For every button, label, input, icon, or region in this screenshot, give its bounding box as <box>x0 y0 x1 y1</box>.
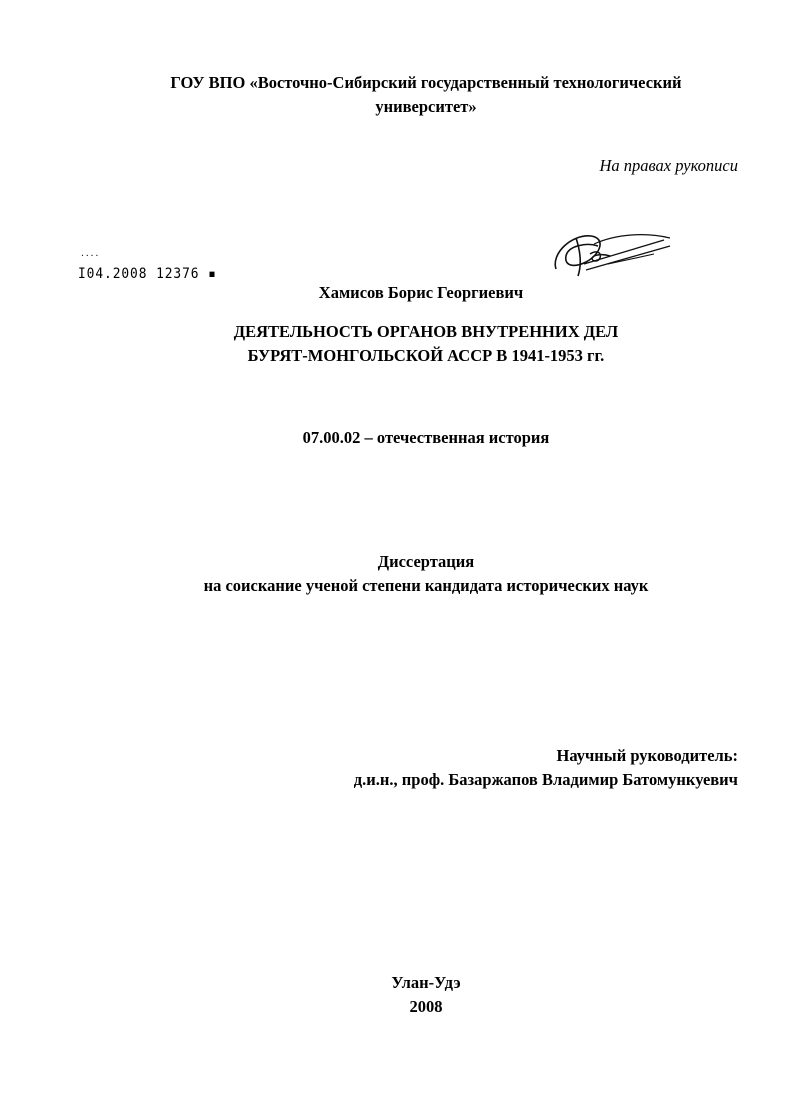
specialty-code: 07.00.02 – отечественная история <box>302 428 550 447</box>
institution-name-line1: ГОУ ВПО «Восточно-Сибирский государственный технологический <box>170 73 682 92</box>
author-signature-icon <box>546 224 676 284</box>
supervisor-name: д.и.н., проф. Базаржапов Владимир Батомункуевич <box>353 770 738 789</box>
archive-stamp-number <box>78 264 217 284</box>
degree-description: на соискание ученой степени кандидата исторических наук <box>203 576 649 595</box>
stamp-number: 04.2008 12376 <box>86 266 200 282</box>
document-type: Диссертация <box>377 552 475 571</box>
stamp-marks: ···· <box>80 251 100 260</box>
author-name: Хамисов Борис Георгиевич <box>318 283 524 302</box>
dissertation-title-line2: БУРЯТ-МОНГОЛЬСКОЙ АССР В 1941-1953 гг. <box>247 346 605 365</box>
supervisor-label: Научный руководитель: <box>556 746 738 765</box>
stamp-dot-icon: ▪ <box>199 266 217 282</box>
year: 2008 <box>409 997 443 1016</box>
stamp-prefix: I <box>78 266 87 282</box>
dissertation-title-line1: ДЕЯТЕЛЬНОСТЬ ОРГАНОВ ВНУТРЕННИХ ДЕЛ <box>233 322 619 341</box>
city: Улан-Удэ <box>391 973 461 992</box>
institution-name-line2: университет» <box>375 97 477 116</box>
manuscript-rights-note: На правах рукописи <box>599 156 738 175</box>
